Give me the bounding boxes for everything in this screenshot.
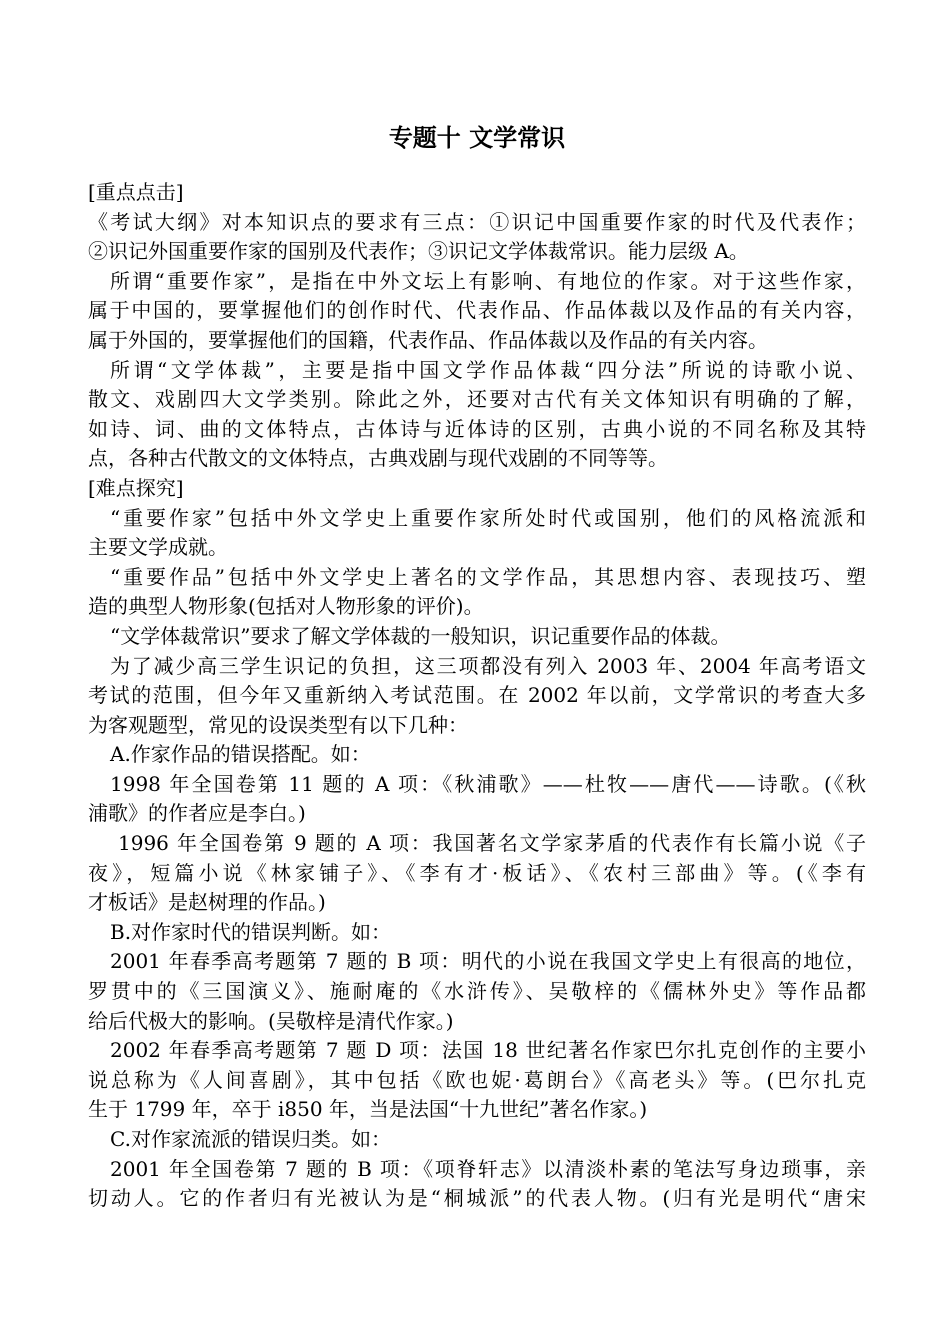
paragraph-line: 《考试大纲》对本知识点的要求有三点：①识记中国重要作家的时代及代表作； bbox=[88, 209, 866, 234]
paragraph-line: 所谓“重要作家”，是指在中外文坛上有影响、有地位的作家。对于这些作家， bbox=[110, 268, 866, 293]
document-title: 专题十 文学常识 bbox=[388, 123, 566, 152]
paragraph-line: “文学体裁常识”要求了解文学体裁的一般知识，识记重要作品的体裁。 bbox=[110, 623, 731, 648]
paragraph-line: 浦歌》的作者应是李白。) bbox=[88, 801, 306, 826]
document-page bbox=[88, 118, 866, 1214]
paragraph-line: 2001 年春季高考题第 7 题的 B 项：明代的小说在我国文学史上有很高的地位， bbox=[110, 949, 866, 974]
paragraph-line: 属于中国的，要掌握他们的创作时代、代表作品、作品体裁以及作品的有关内容， bbox=[88, 298, 866, 323]
list-heading-a: A.作家作品的错误搭配。如： bbox=[110, 742, 371, 767]
paragraph-line: 散文、戏剧四大文学类别。除此之外，还要对古代有关文体知识有明确的了解， bbox=[88, 387, 866, 412]
paragraph-line: 2002 年春季高考题第 7 题 D 项：法国 18 世纪著名作家巴尔扎克创作的主要小 bbox=[110, 1038, 866, 1063]
list-heading-c: C.对作家流派的错误归类。如： bbox=[110, 1127, 391, 1151]
paragraph-line: 切动人。它的作者归有光被认为是“桐城派”的代表人物。(归有光是明代“唐宋 bbox=[88, 1186, 866, 1211]
section-heading-difficulties: [难点探究] bbox=[88, 475, 184, 500]
paragraph-line: 考试的范围，但今年又重新纳入考试范围。在 2002 年以前，文学常识的考查大多 bbox=[88, 683, 866, 708]
paragraph-line: 所谓“文学体裁”，主要是指中国文学作品体裁“四分法”所说的诗歌小说、 bbox=[110, 357, 866, 382]
paragraph-line: 说总称为《人间喜剧》，其中包括《欧也妮·葛朗台》《高老头》等。(巴尔扎克 bbox=[88, 1067, 866, 1092]
paragraph-line: 造的典型人物形象(包括对人物形象的评价)。 bbox=[88, 594, 484, 619]
paragraph-line: 如诗、词、曲的文体特点，古体诗与近体诗的区别，古典小说的不同名称及其特 bbox=[88, 416, 866, 441]
paragraph-line: 1996 年全国卷第 9 题的 A 项：我国著名文学家茅盾的代表作有长篇小说《子 bbox=[118, 831, 866, 856]
paragraph-line: 生于 1799 年，卒于 i850 年，当是法国“十九世纪”著名作家。) bbox=[88, 1097, 648, 1122]
paragraph-line: “重要作家”包括中外文学史上重要作家所处时代或国别，他们的风格流派和 bbox=[110, 505, 866, 530]
paragraph-line: 为了减少高三学生识记的负担，这三项都没有列入 2003 年、2004 年高考语文 bbox=[110, 653, 866, 678]
paragraph-line: 夜》，短篇小说《林家铺子》、《李有才·板话》、《农村三部曲》等。(《李有 bbox=[88, 860, 866, 885]
paragraph-line: 才板话》是赵树理的作品。) bbox=[88, 890, 326, 915]
paragraph-line: 1998 年全国卷第 11 题的 A 项：《秋浦歌》——杜牧——唐代——诗歌。(《秋 bbox=[110, 771, 866, 796]
list-heading-b: B.对作家时代的错误判断。如： bbox=[110, 919, 392, 944]
paragraph-line: “重要作品”包括中外文学史上著名的文学作品，其思想内容、表现技巧、塑 bbox=[110, 564, 866, 589]
paragraph-line: 为客观题型，常见的设误类型有以下几种： bbox=[88, 712, 468, 737]
paragraph-line: 点，各种古代散文的文体特点，古典戏剧与现代戏剧的不同等等。 bbox=[88, 446, 668, 471]
section-heading-key-points: [重点点击] bbox=[88, 180, 184, 204]
paragraph-line: 主要文学成就。 bbox=[88, 535, 228, 560]
paragraph-line: 属于外国的，要掌握他们的国籍，代表作品、作品体裁以及作品的有关内容。 bbox=[88, 327, 768, 352]
paragraph-line: ②识记外国重要作家的国别及代表作；③识记文学体裁常识。能力层级 A。 bbox=[88, 239, 749, 264]
paragraph-line: 罗贯中的《三国演义》、施耐庵的《水浒传》、吴敬梓的《儒林外史》等作品都 bbox=[88, 979, 866, 1004]
paragraph-line: 给后代极大的影响。(吴敬梓是清代作家。) bbox=[88, 1008, 454, 1033]
paragraph-line: 2001 年全国卷第 7 题的 B 项：《项脊轩志》以清淡朴素的笔法写身边琐事，亲 bbox=[110, 1156, 866, 1181]
